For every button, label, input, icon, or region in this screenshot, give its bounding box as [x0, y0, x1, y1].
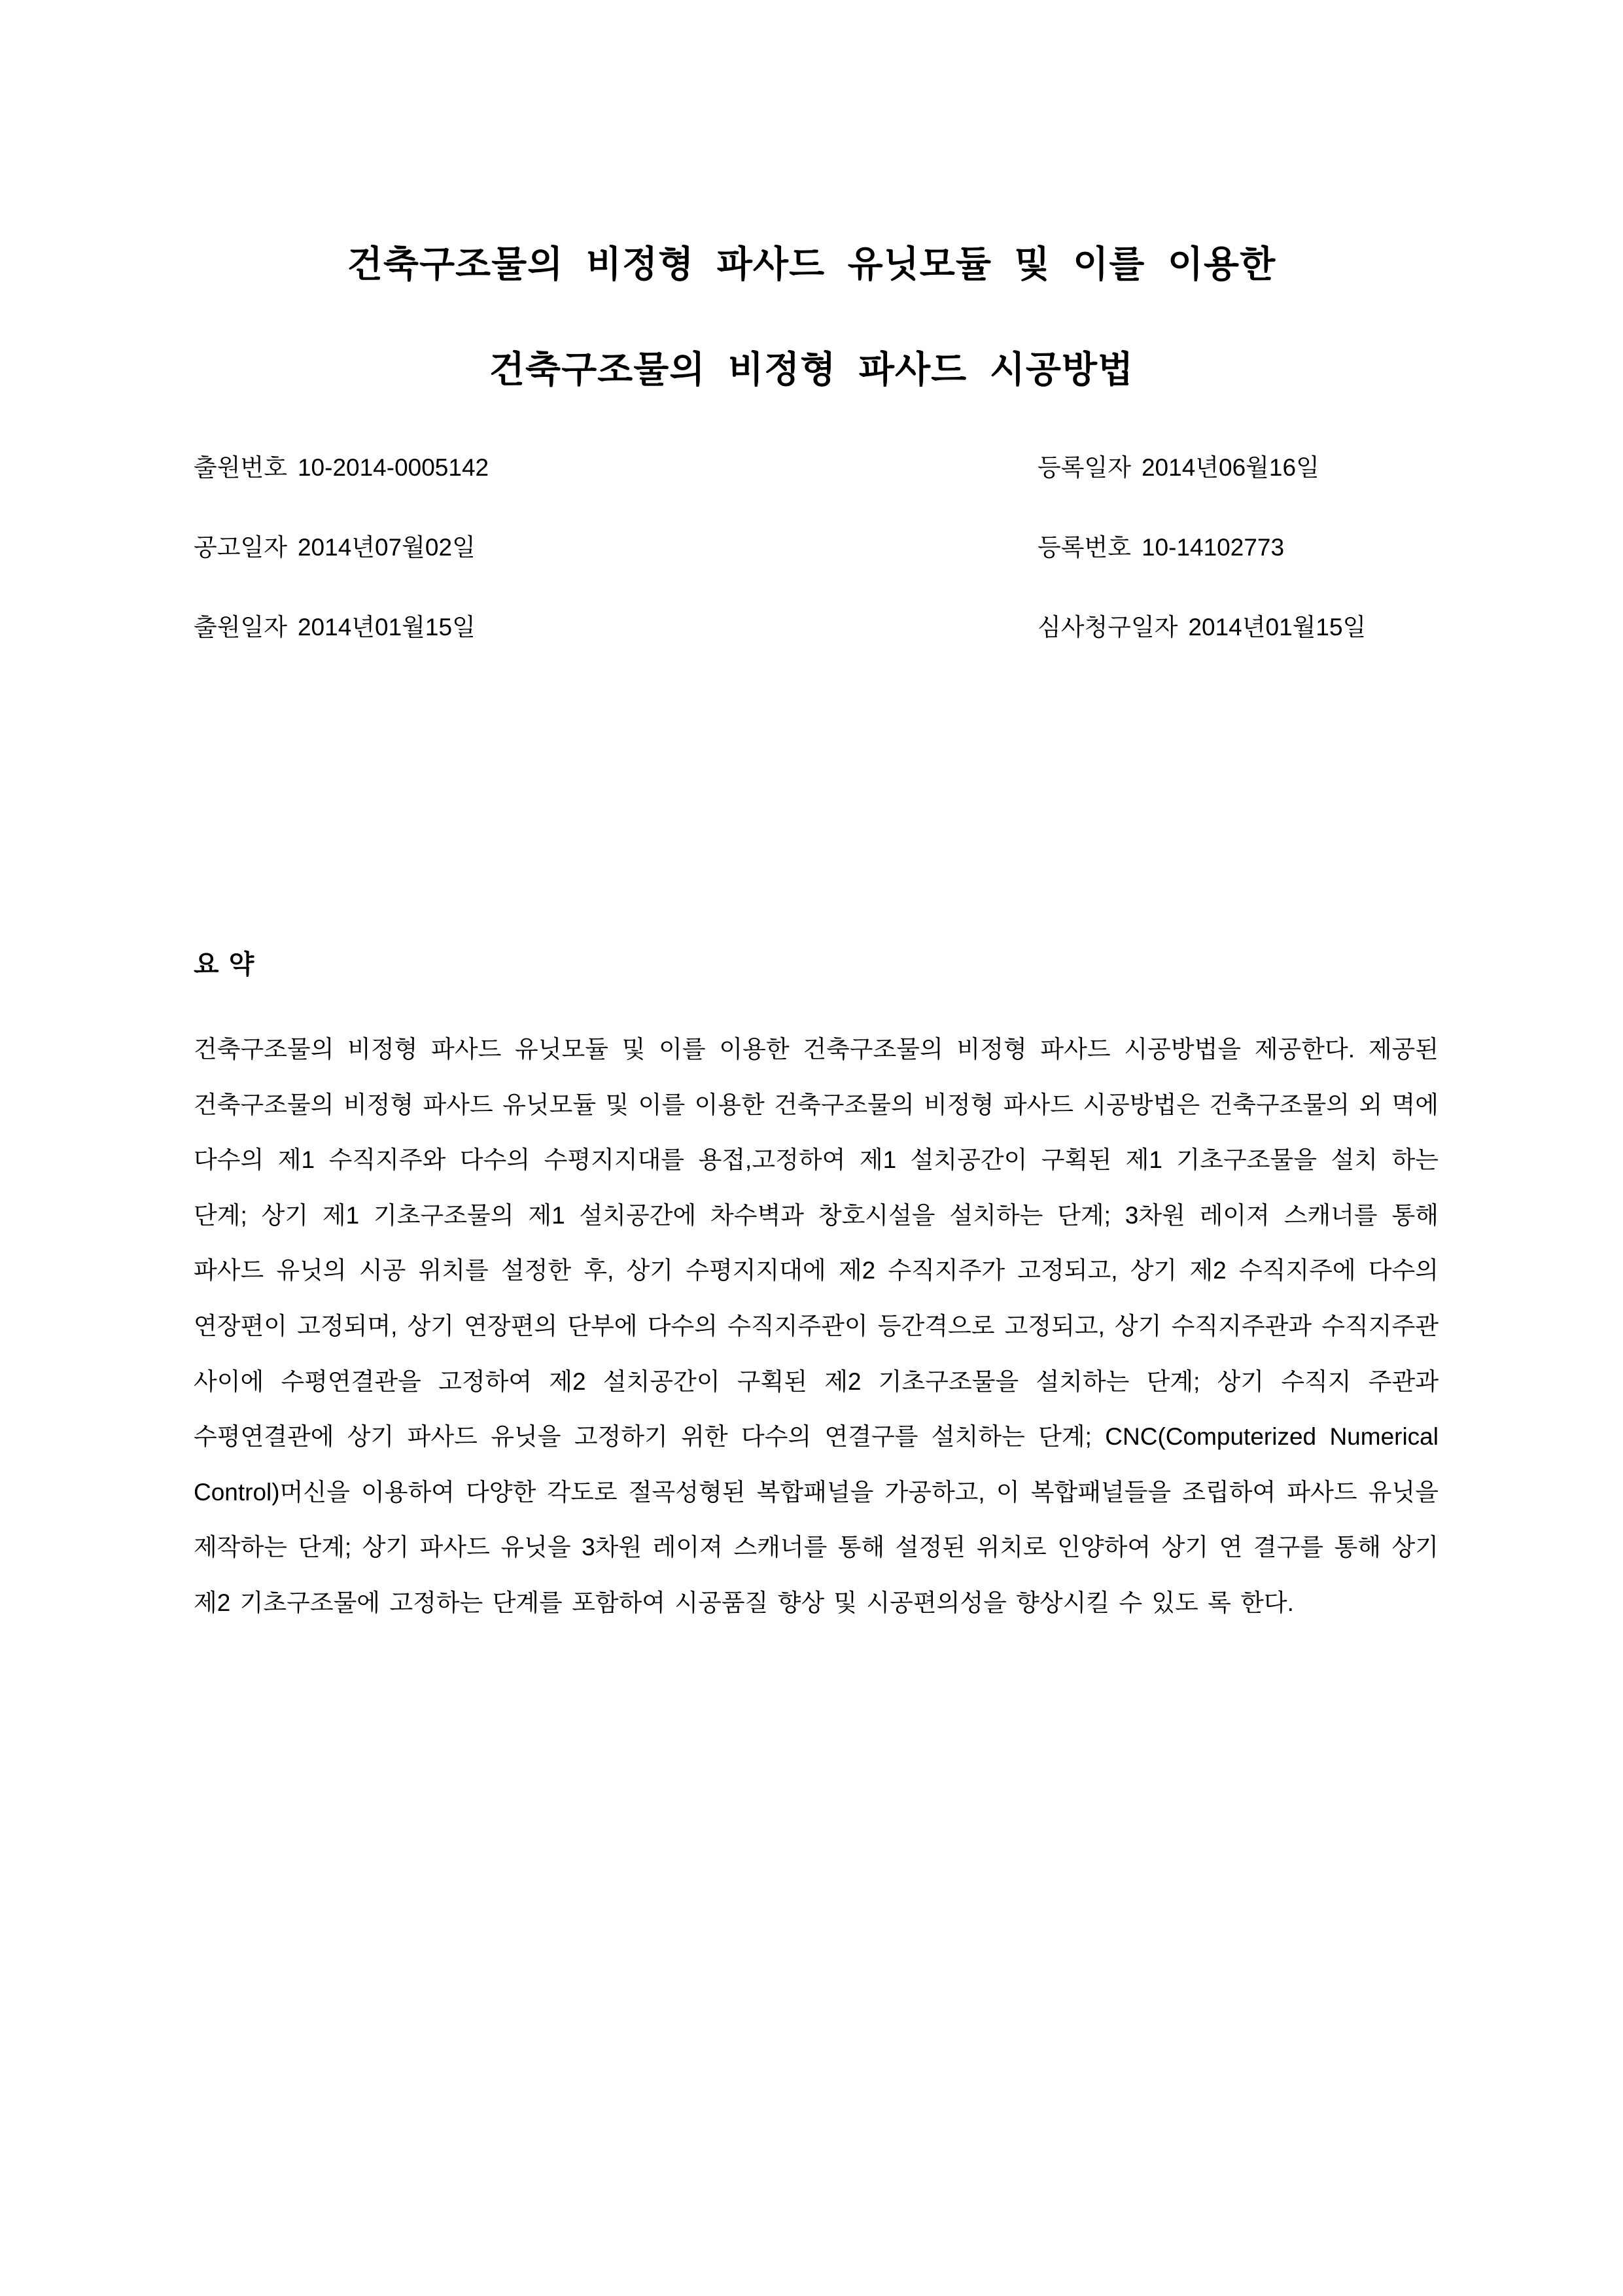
registration-number-field [1038, 533, 1284, 562]
registration-date-field [1038, 453, 1319, 482]
examination-request-date-field [1038, 613, 1366, 642]
filing-date-value: 2014년01월15일 [297, 614, 476, 641]
registration-number-value: 10-14102773 [1141, 534, 1285, 561]
application-number-field [194, 453, 489, 482]
publication-date-label: 공고일자 [194, 534, 287, 561]
registration-number-label: 등록번호 [1038, 534, 1131, 561]
abstract-heading: 요 약 [194, 950, 256, 979]
application-number-label: 출원번호 [194, 454, 287, 481]
abstract-body: 건축구조물의 비정형 파사드 유닛모듈 및 이를 이용한 건축구조물의 비정형 파사드 시공방법을 제공한다. 제공된 건축구조물의 비정형 파사드 유닛모듈 및 이를 이용한 건축구조물의 비정형 파사드 시공방법은 건축구조물의 외 멱에 다수의 제1 수직지주와 다수의 수평지지대를 용접,고정하여 제1 설치공간이 구획된 제1 기초구조물을 설치 하는 단계; 상기 제1 기초구조물의 제1 설치공간에 차수벽과 창호시설을 설치하는 단계; 3차원 레이져 스캐너를 통해 파사드 유닛의 시공 위치를 설정한 후, 상기 수평지지대에 제2 수직지주가 고정되고, 상기 제2 수직지주에 다수의 연장편이 고정되며, 상기 연장편의 단부에 다수의 수직지주관이 등간격으로 고정되고, 상기 수직지주관과 수직지주관 사이에 수평연결관을 고정하여 제2 설치공간이 구획된 제2 기초구조물을 설치하는 단계; 상기 수직지 주관과 수평연결관에 상기 파사드 유닛을 고정하기 위한 다수의 연결구를 설치하는 단계; CNC(Computerized Numerical Control)머신을 이용하여 다양한 각도로 절곡성형된 복합패널을 가공하고, 이 복합패널들을 조립하여 파사드 유닛을 제작하는 단계; 상기 파사드 유닛을 3차원 레이져 스캐너를 통해 설정된 위치로 인양하여 상기 연 결구를 통해 상기 제2 기초구조물에 고정하는 단계를 포함하여 시공품질 향상 및 시공편의성을 향상시킬 수 있도 록 한다. [194, 1036, 1439, 1616]
metadata-row-1 [194, 453, 1439, 533]
metadata-row-2 [194, 533, 1439, 613]
application-number-value: 10-2014-0005142 [297, 454, 489, 481]
filing-date-label: 출원일자 [194, 614, 287, 641]
publication-date-value: 2014년07월02일 [297, 534, 476, 561]
registration-date-value: 2014년06월16일 [1141, 454, 1319, 481]
examination-request-date-label: 심사청구일자 [1038, 614, 1178, 641]
document-title-line-1: 건축구조물의 비정형 파사드 유닛모듈 및 이를 이용한 [347, 243, 1276, 285]
filing-date-field [194, 613, 476, 642]
document-title-line-2: 건축구조물의 비정형 파사드 시공방법 [489, 349, 1134, 390]
publication-date-field [194, 533, 476, 562]
metadata-table [194, 453, 1439, 693]
metadata-row-3 [194, 613, 1439, 693]
registration-date-label: 등록일자 [1038, 454, 1131, 481]
examination-request-date-value: 2014년01월15일 [1188, 614, 1367, 641]
